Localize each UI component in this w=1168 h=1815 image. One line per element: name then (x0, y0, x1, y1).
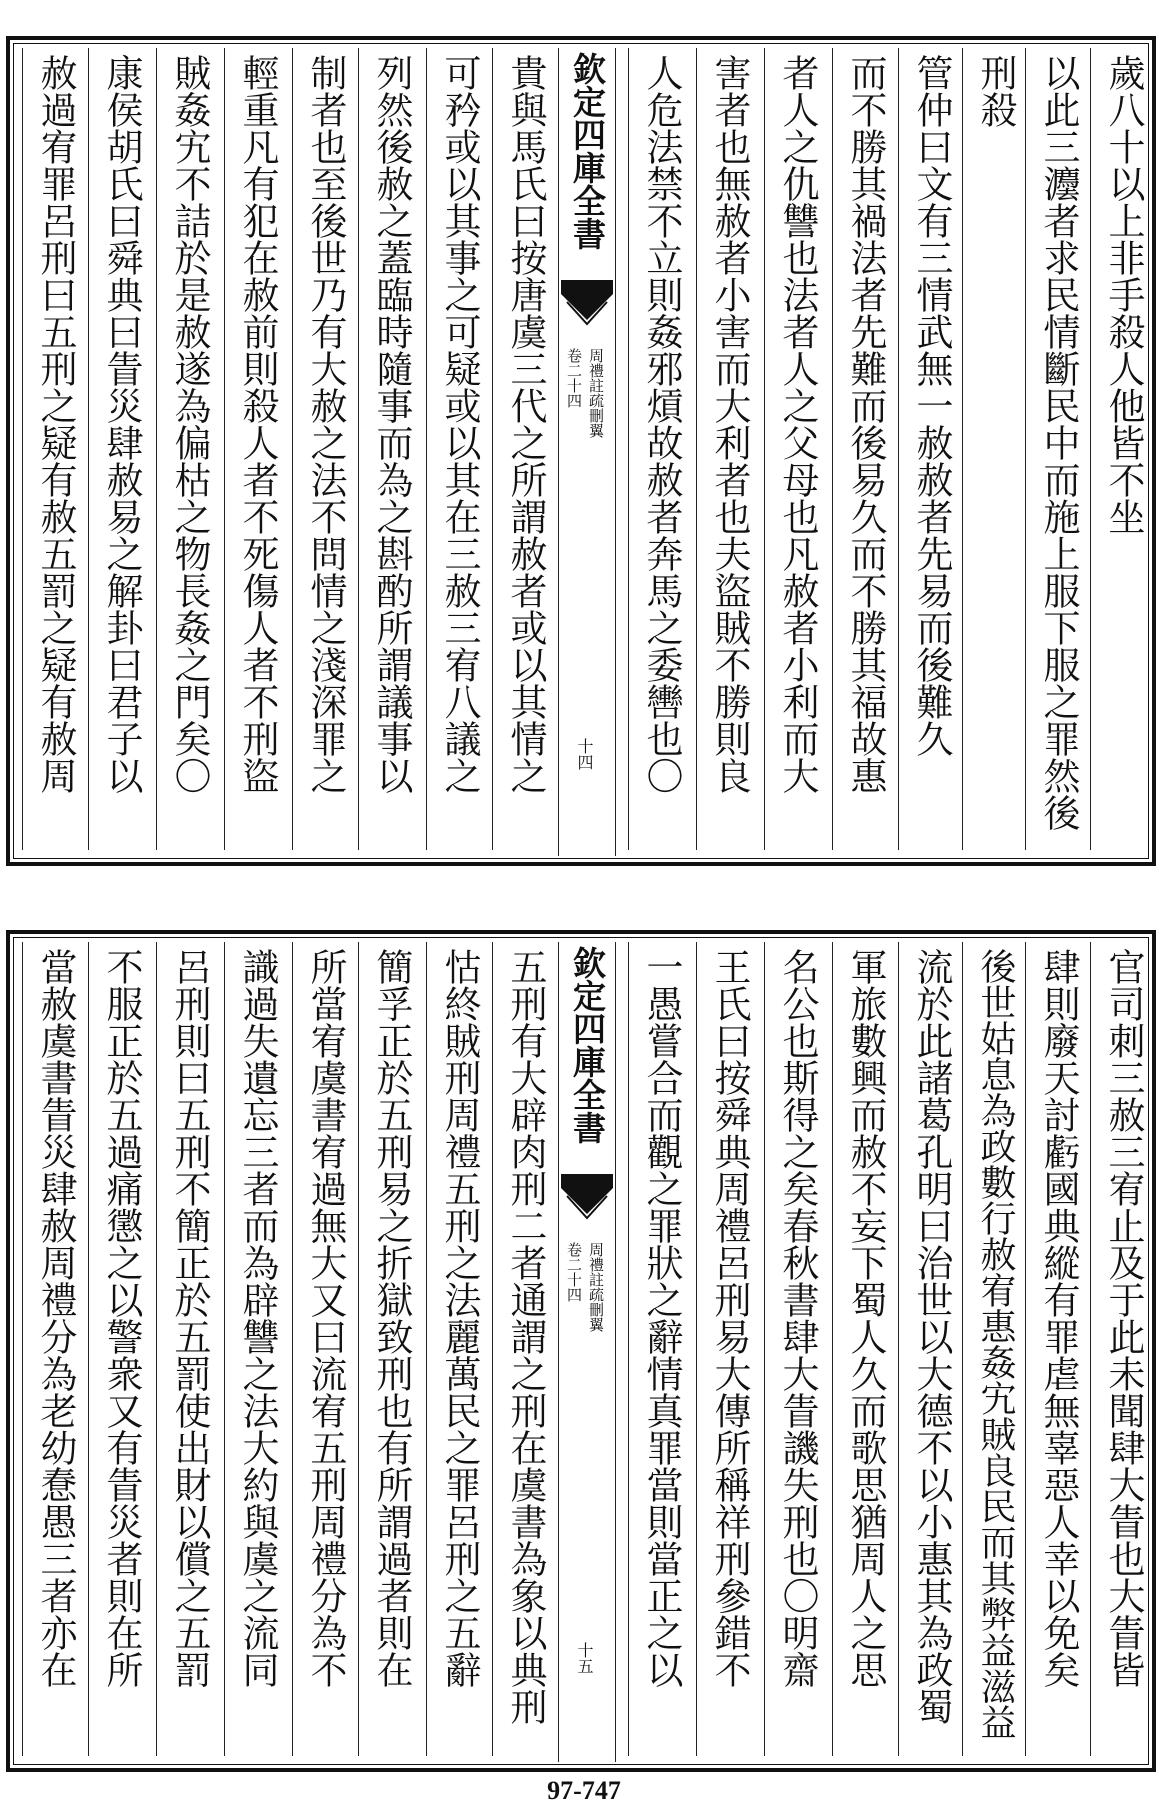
text-column: 當赦虞書眚災肆赦周禮分為老幼惷愚三者亦在 (22, 942, 78, 1756)
text-column: 一愚嘗合而觀之罪狀之辭情真罪當則當正之以 (628, 942, 684, 1756)
spine-volume: 卷二十四 (565, 348, 583, 408)
text-column: 怙終賊刑周禮五刑之法麗萬民之罪呂刑之五辭 (426, 942, 482, 1756)
text-column: 賊姦宄不詰於是赦遂為偏枯之物長姦之門矣〇 (156, 48, 212, 850)
text-column: 者人之仇讐也法者人之父母也凡赦者小利而大 (764, 48, 820, 850)
page-spine (558, 48, 616, 856)
spine-book-title: 周禮註疏刪翼 (587, 348, 605, 438)
text-column: 貴與馬氏曰按唐虞三代之所謂赦者或以其情之 (492, 48, 548, 850)
text-column: 刑殺 (962, 48, 1018, 850)
text-column: 列然後赦之蓋臨時隨事而為之斟酌所謂議事以 (358, 48, 414, 850)
text-column: 軍旅數興而赦不妄下蜀人久而歌思猶周人之思 (832, 942, 888, 1756)
text-column: 流於此諸葛孔明曰治世以大德不以小惠其為政蜀 (898, 942, 954, 1756)
spine-title: 欽定四庫全書 (568, 946, 607, 1144)
text-column: 以此三灋者求民情斷民中而施上服下服之罪然後 (1025, 48, 1081, 850)
text-column: 赦過宥罪呂刑曰五刑之疑有赦五罰之疑有赦周 (22, 48, 78, 850)
spine-volume: 卷二十四 (565, 1242, 583, 1302)
text-column: 名公也斯得之矣春秋書肆大眚譏失刑也〇明齋 (764, 942, 820, 1756)
text-column: 官司刺三赦三宥止及于此未聞肆大眚也大眚皆 (1090, 942, 1146, 1756)
fishtail-mark-icon (561, 280, 613, 340)
text-column: 輕重凡有犯在赦前則殺人者不死傷人者不刑盜 (224, 48, 280, 850)
spine-book-title: 周禮註疏刪翼 (587, 1242, 605, 1332)
text-column: 後世姑息為政數行赦宥惠姦宄賊良民而其弊益滋益 (962, 942, 1018, 1756)
text-column: 害者也無赦者小害而大利者也夫盜賊不勝則良 (696, 48, 752, 850)
spine-page-number: 十五 (575, 1642, 594, 1674)
text-column: 人危法禁不立則姦邪熕故赦者奔馬之委轡也〇 (628, 48, 684, 850)
top-page (6, 36, 1156, 866)
text-column: 呂刑則曰五刑不簡正於五罰使出財以償之五罰 (156, 942, 212, 1756)
spine-title: 欽定四庫全書 (568, 52, 607, 250)
text-column: 康侯胡氏曰舜典曰眚災肆赦易之解卦曰君子以 (88, 48, 144, 850)
text-column: 王氏曰按舜典周禮呂刑易大傳所稱祥刑參錯不 (696, 942, 752, 1756)
text-column: 管仲曰文有三情武無一赦赦者先易而後難久 (898, 48, 954, 850)
text-column: 不服正於五過痛懲之以警衆又有眚災者則在所 (88, 942, 144, 1756)
text-column: 識過失遺忘三者而為辟讐之法大約與虞之流同 (224, 942, 280, 1756)
text-column: 肆則廢天討虧國典縱有罪虐無辜惡人幸以免矣 (1025, 942, 1081, 1756)
page-number: 97-747 (547, 1776, 621, 1805)
text-column: 所當宥虞書宥過無大又曰流宥五刑周禮分為不 (292, 942, 348, 1756)
fishtail-mark-icon (561, 1174, 613, 1234)
page-spine (558, 942, 616, 1762)
text-column: 制者也至後世乃有大赦之法不問情之淺深罪之 (292, 48, 348, 850)
text-column: 而不勝其禍法者先難而後易久而不勝其福故惠 (832, 48, 888, 850)
spine-page-number: 十四 (575, 738, 594, 770)
text-column: 簡孚正於五刑易之折獄致刑也有所謂過者則在 (358, 942, 414, 1756)
bottom-page (6, 930, 1156, 1772)
text-column: 可矜或以其事之可疑或以其在三赦三宥八議之 (426, 48, 482, 850)
text-column: 五刑有大辟肉刑二者通謂之刑在虞書為象以典刑 (492, 942, 548, 1756)
text-column: 歲八十以上非手殺人他皆不坐 (1090, 48, 1146, 850)
